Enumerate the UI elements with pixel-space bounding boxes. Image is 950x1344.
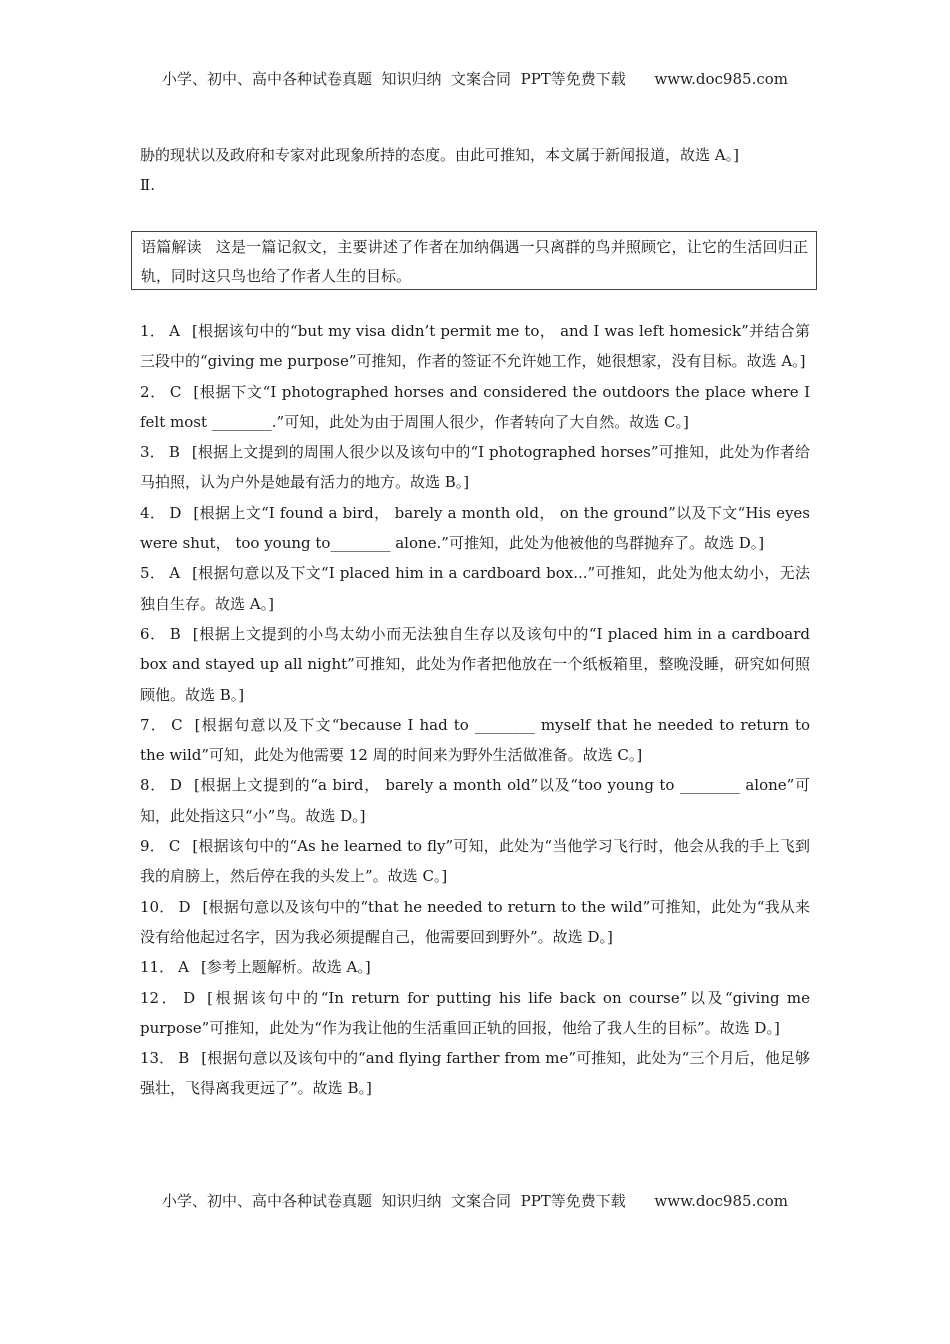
answer-number: 10． — [140, 897, 175, 916]
answer-explanation: [根据句意以及下文“I placed him in a cardboard box...”可推知，此处为他太幼小，无法独自生存。故选 A。] — [140, 564, 811, 613]
answer-item — [140, 377, 810, 438]
answer-explanation: [根据该句中的“In return for putting his life back on course”以及“giving me purpose”可推知，此处为“作为我让他的生活重回正轨的回报，他给了我人生的目标”。故选 D。] — [140, 988, 810, 1037]
intro-text — [140, 140, 810, 201]
answer-explanation: [参考上题解析。故选 A。] — [200, 958, 371, 977]
summary-box — [131, 231, 817, 290]
answer-option: C — [171, 715, 183, 734]
answer-option: B — [168, 443, 180, 462]
summary-keyword: 语篇解读 — [141, 238, 202, 256]
answer-number: 11． — [140, 958, 175, 977]
answer-option: C — [169, 382, 182, 401]
answer-explanation: [根据句意以及该句中的“that he needed to return to the wild”可推知，此处为“我从来没有给他起过名字，因为我必须提醒自己，他需要回到野外”。故选 D。] — [140, 897, 810, 946]
answer-item — [140, 983, 810, 1044]
answer-option: C — [168, 837, 181, 856]
answer-list — [140, 316, 810, 1104]
answer-option: A — [169, 322, 181, 340]
answer-explanation: [根据上文提到的周围人很少以及该句中的“I photographed horses”可推知，此处为作者给马拍照，认为户外是她最有活力的地方。故选 B。] — [140, 443, 810, 492]
answer-explanation: [根据该句中的“As he learned to fly”可知，此处为“当他学习飞行时，他会从我的手上飞到我的肩膀上，然后停在我的头发上”。故选 C。] — [140, 837, 811, 886]
section-label: Ⅱ. — [140, 176, 155, 195]
answer-number: 9． — [140, 837, 165, 856]
answer-number: 12． — [140, 988, 180, 1007]
answer-explanation: [根据句意以及下文“because I had to ________ myself that he needed to return to the wild”可知，此处为他需要 12 周的时间来为野外生活做准备。故选 C。] — [140, 715, 811, 765]
answer-explanation: [根据上文提到的“a bird， barely a month old”以及“too young to ________ alone”可知，此处指这只“小”鸟。故选 D。] — [140, 776, 811, 825]
answer-explanation: [根据上文“I found a bird， barely a month old， on the ground”以及下文“His eyes were shut， too young to________ alone.”可推知，此处为他被他的鸟群抛弃了。故选 D。] — [140, 503, 810, 553]
answer-number: 3． — [140, 443, 165, 462]
page-footer: 小学、初中、高中各种试卷真题 知识归纳 文案合同 PPT等免费下载 www.doc985.com — [161, 1192, 788, 1210]
answer-option: B — [178, 1049, 190, 1068]
answer-number: 2． — [140, 382, 166, 401]
answer-number: 7． — [140, 715, 168, 734]
answer-explanation: [根据句意以及该句中的“and flying farther from me”可推知，此处为“三个月后，他足够强壮，飞得离我更远了”。故选 B。] — [140, 1049, 811, 1098]
summary-text: 这是一篇记叙文，主要讲述了作者在加纳偶遇一只离群的鸟并照顾它，让它的生活回归正轨，同时这只鸟也给了作者人生的目标。 — [141, 238, 808, 285]
intro-line: 胁的现状以及政府和专家对此现象所持的态度。由此可推知，本文属于新闻报道，故选 A。] — [140, 146, 739, 164]
answer-number: 4． — [140, 503, 166, 522]
answer-option: A — [178, 958, 189, 977]
answer-item — [140, 558, 810, 619]
answer-option: A — [169, 564, 181, 583]
answer-explanation: [根据该句中的“but my visa didn’t permit me to， and I was left homesick”并结合第三段中的“giving me purpose”可推知，作者的签证不允许她工作，她很想家，没有目标。故选 A。] — [140, 322, 810, 371]
answer-number: 5． — [140, 564, 166, 583]
answer-number: 6． — [140, 624, 166, 643]
answer-item — [140, 952, 810, 982]
answer-item — [140, 316, 810, 377]
answer-option: D — [183, 988, 196, 1007]
page-header: 小学、初中、高中各种试卷真题 知识归纳 文案合同 PPT等免费下载 www.doc985.com — [161, 70, 788, 88]
answer-item — [140, 1043, 810, 1104]
answer-option: D — [169, 503, 182, 522]
answer-option: D — [178, 897, 191, 916]
answer-explanation: [根据下文“I photographed horses and considered the outdoors the place where I felt most ________.”可知，此处为由于周围人很少，作者转向了大自然。故选 C。] — [140, 382, 811, 431]
answer-item — [140, 831, 810, 892]
answer-option: D — [169, 776, 182, 795]
answer-item — [140, 892, 810, 953]
answer-number: 13． — [140, 1049, 175, 1068]
answer-item — [140, 437, 810, 498]
answer-explanation: [根据上文提到的小鸟太幼小而无法独自生存以及该句中的“I placed him in a cardboard box and stayed up all night”可推知，此处为作者把他放在一个纸板箱里，整晚没睡，研究如何照顾他。故选 B。] — [140, 624, 810, 704]
answer-item — [140, 770, 810, 831]
answer-number: 8． — [140, 776, 166, 795]
answer-item — [140, 498, 810, 559]
answer-item — [140, 710, 810, 771]
answer-number: 1． — [140, 322, 166, 340]
answer-item — [140, 619, 810, 710]
answer-option: B — [169, 624, 181, 643]
